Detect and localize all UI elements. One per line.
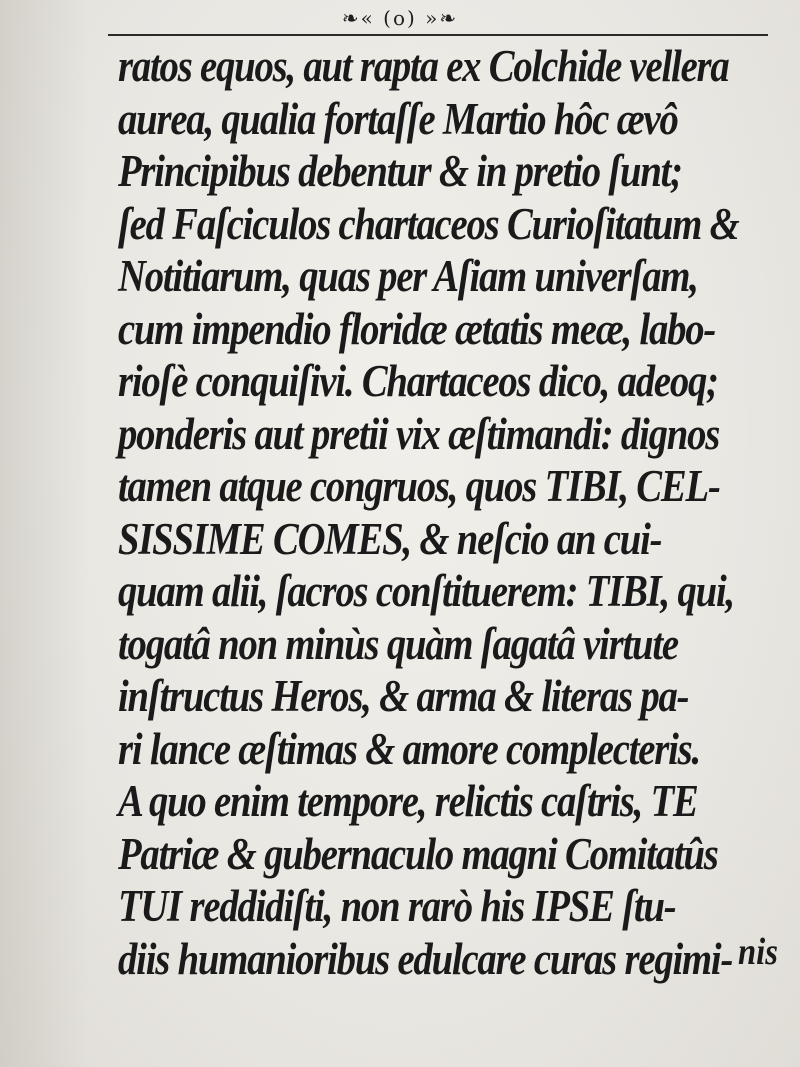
text-line: ponderis aut pretii vix æſtimandi: dignos [118,408,720,459]
text-line: ratos equos, aut rapta ex Colchide vellera [118,41,729,91]
text-line: togatâ non minùs quàm ſagatâ virtute [118,618,678,669]
text-line: Notitiarum, quas per Aſiam univerſam, [118,251,698,301]
header-rule [108,34,768,36]
page-gutter-shadow [0,0,90,1067]
text-line: tamen atque congruos, quos TIBI, CEL- [118,461,720,511]
text-line: Principibus debentur & in pretio ſunt; [118,146,682,196]
header-ornament: ❧« (o) »❧ [341,6,459,30]
text-line: TUI reddidiſti, non rarò his IPSE ſtu- [118,881,676,931]
text-line: A quo enim tempore, relictis caſtris, TE [118,776,698,826]
text-line: cum impendio floridæ ætatis meæ, labo- [118,303,716,354]
text-line: quam alii, ſacros conſtituerem: TIBI, qui, [118,566,734,616]
text-line: aurea, qualia fortaſſe Martio hôc ævô [118,93,678,144]
text-line: SISSIME COMES, & neſcio an cui- [118,513,662,564]
text-line: diis humanioribus edulcare curas regimi- [118,933,733,984]
text-line: rioſè conquiſivi. Chartaceos dico, adeoq; [118,356,718,406]
body-text [118,40,798,985]
text-line: ſed Faſciculos chartaceos Curioſitatum & [118,198,739,249]
catchword: nis [738,931,778,973]
text-line: inſtructus Heros, & arma & literas pa- [118,671,689,721]
text-line: ri lance æſtimas & amore complecteris. [118,723,700,774]
text-line: Patriæ & gubernaculo magni Comitatûs [118,828,718,879]
